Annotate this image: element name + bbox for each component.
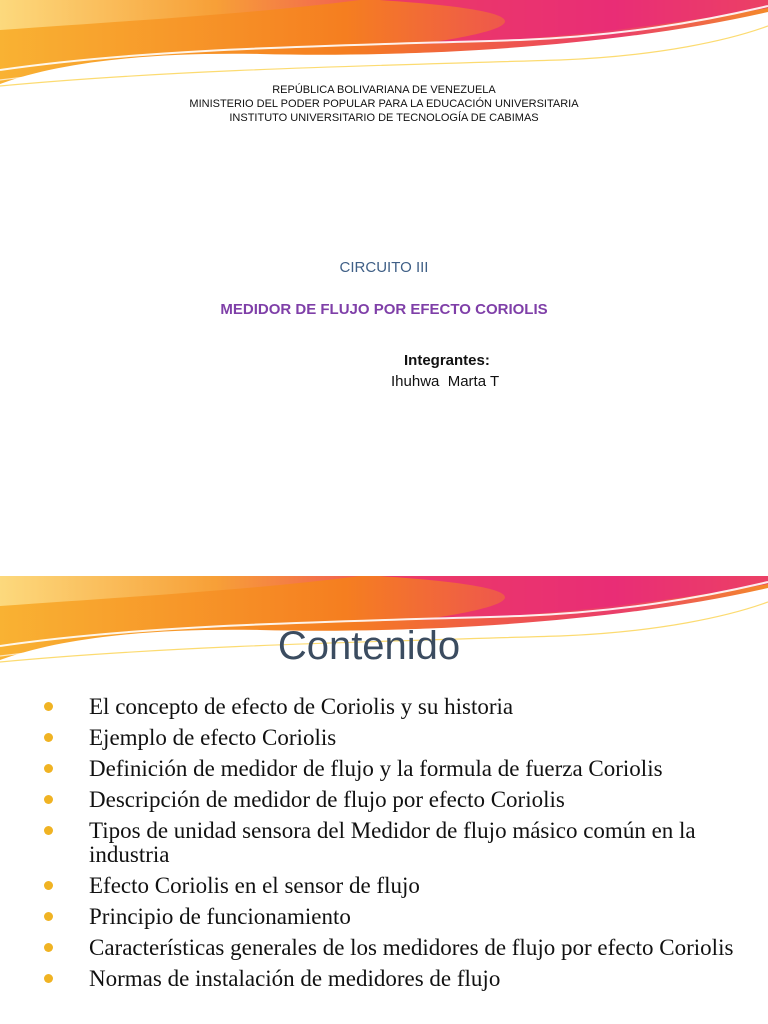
list-item-text: Normas de instalación de medidores de flujo xyxy=(89,966,501,991)
contents-slide xyxy=(0,576,768,1024)
bullet-icon xyxy=(44,826,53,835)
member-name: Ihuhwa Marta T xyxy=(391,373,500,390)
list-item xyxy=(44,967,744,991)
decorative-swoosh-banner xyxy=(0,0,768,90)
list-item xyxy=(44,819,744,867)
contents-heading: Contenido xyxy=(277,624,461,668)
list-item xyxy=(44,788,744,812)
institution-line: REPÚBLICA BOLIVARIANA DE VENEZUELA xyxy=(272,84,496,96)
bullet-icon xyxy=(44,764,53,773)
bullet-icon xyxy=(44,943,53,952)
list-item xyxy=(44,695,744,719)
bullet-icon xyxy=(44,912,53,921)
list-item-text: Principio de funcionamiento xyxy=(89,904,351,929)
list-item xyxy=(44,905,744,929)
bullet-icon xyxy=(44,733,53,742)
bullet-icon xyxy=(44,702,53,711)
list-item-text: Tipos de unidad sensora del Medidor de flujo másico común en la industria xyxy=(89,818,696,867)
list-item xyxy=(44,726,744,750)
presentation-title: MEDIDOR DE FLUJO POR EFECTO CORIOLIS xyxy=(220,301,548,318)
list-item-text: Definición de medidor de flujo y la formula de fuerza Coriolis xyxy=(89,756,663,781)
contents-list xyxy=(44,695,744,998)
bullet-icon xyxy=(44,795,53,804)
members-label: Integrantes: xyxy=(404,352,490,369)
list-item-text: Efecto Coriolis en el sensor de flujo xyxy=(89,873,420,898)
list-item-text: Ejemplo de efecto Coriolis xyxy=(89,725,337,750)
list-item-text: Características generales de los medidores de flujo por efecto Coriolis xyxy=(89,935,734,960)
list-item xyxy=(44,936,744,960)
bullet-icon xyxy=(44,974,53,983)
bullet-icon xyxy=(44,881,53,890)
list-item xyxy=(44,874,744,898)
institution-line: INSTITUTO UNIVERSITARIO DE TECNOLOGÍA DE CABIMAS xyxy=(229,112,539,124)
course-name: CIRCUITO III xyxy=(339,259,429,276)
list-item-text: El concepto de efecto de Coriolis y su historia xyxy=(89,694,514,719)
list-item-text: Descripción de medidor de flujo por efecto Coriolis xyxy=(89,787,565,812)
list-item xyxy=(44,757,744,781)
institution-line: MINISTERIO DEL PODER POPULAR PARA LA EDUCACIÓN UNIVERSITARIA xyxy=(189,98,579,110)
